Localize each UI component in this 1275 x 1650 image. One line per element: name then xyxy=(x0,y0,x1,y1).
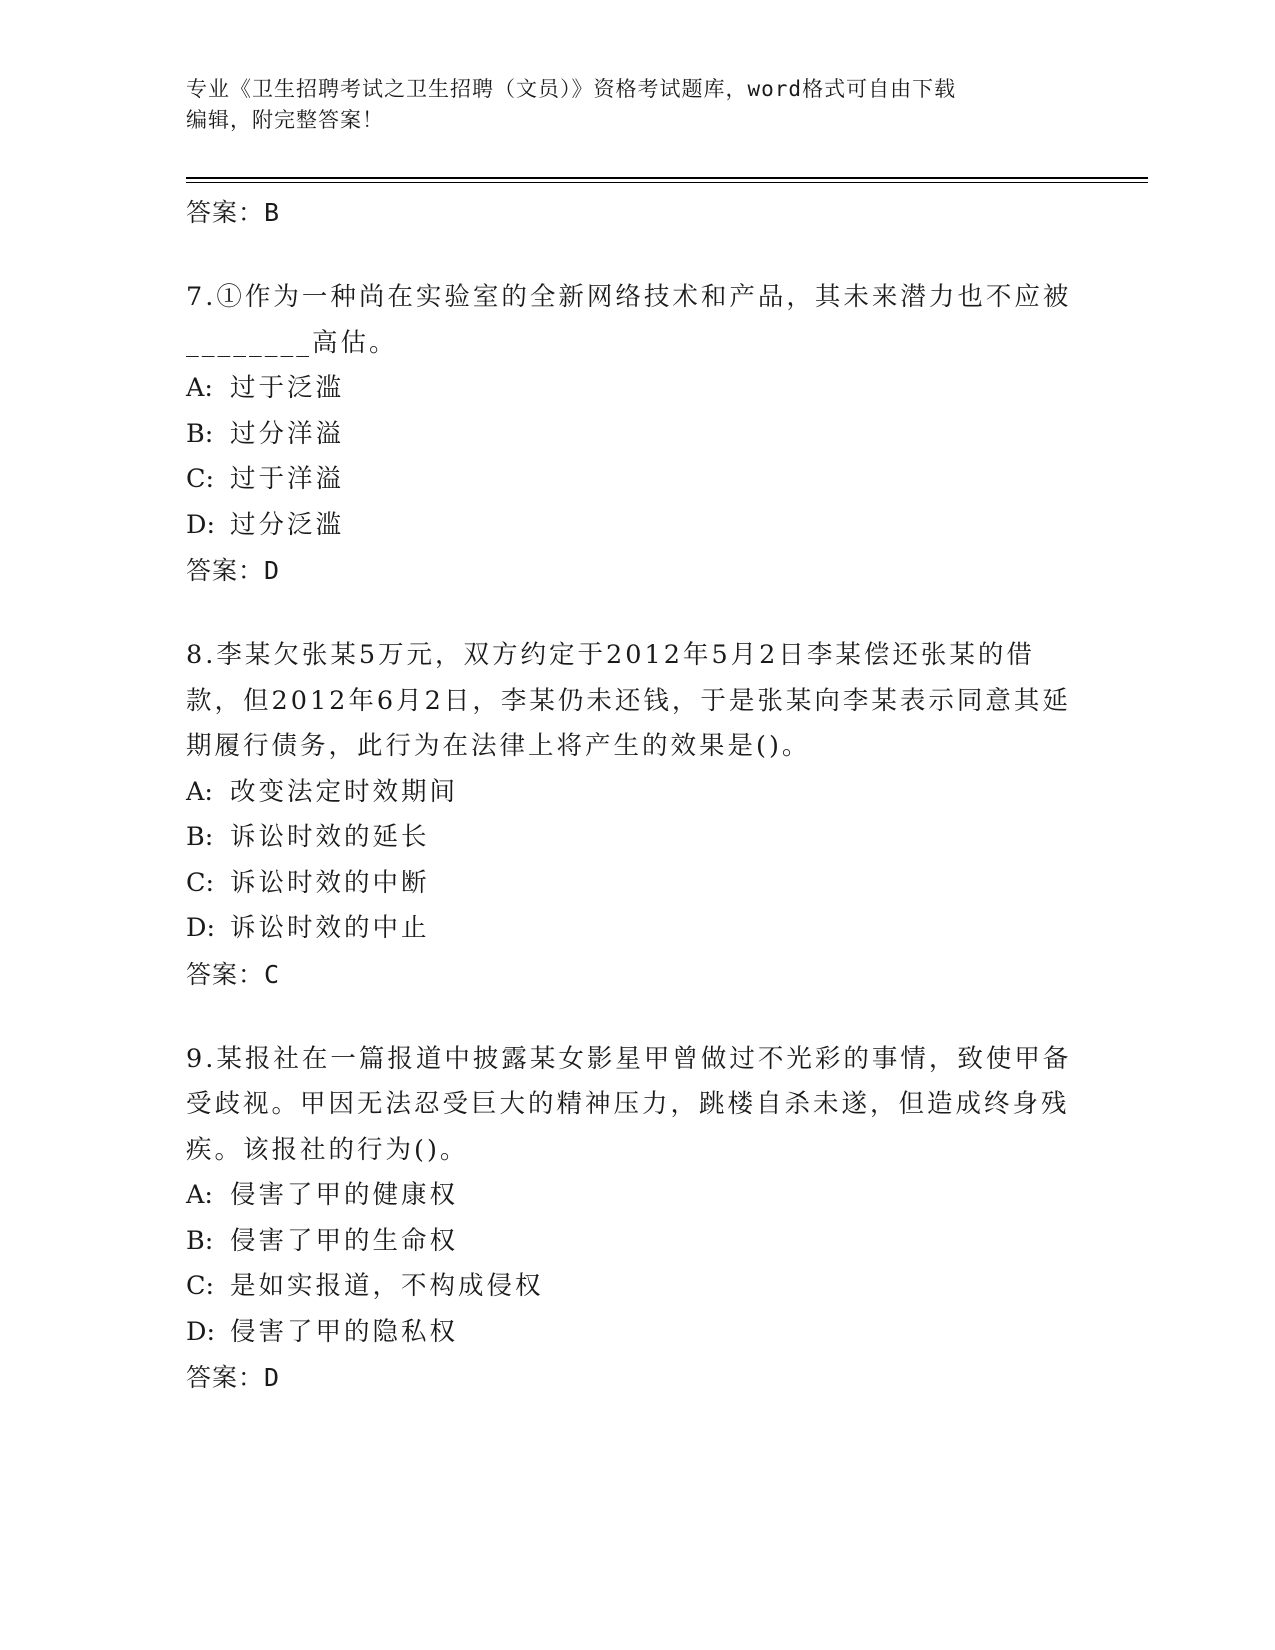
option-d xyxy=(186,503,1086,549)
option-text: 诉讼时效的延长 xyxy=(230,822,430,852)
answer-line: 答案：D xyxy=(186,556,281,585)
option-letter: D: xyxy=(186,913,216,943)
option-letter: C: xyxy=(186,1271,215,1301)
header-line-2: 编辑，附完整答案！ xyxy=(186,108,384,132)
option-d xyxy=(186,1310,1086,1356)
option-letter: C: xyxy=(186,464,215,494)
question-7 xyxy=(186,275,1086,594)
option-letter: C: xyxy=(186,867,215,898)
option-d xyxy=(186,906,1086,952)
option-b xyxy=(186,1219,1086,1265)
header-line-1: 专业《卫生招聘考试之卫生招聘（文员）》资格考试题库，word格式可自由下载 xyxy=(186,77,957,101)
question-8 xyxy=(186,633,1086,998)
option-text: 过于泛滥 xyxy=(230,373,345,403)
header-divider-thick xyxy=(186,177,1148,179)
option-text: 侵害了甲的隐私权 xyxy=(230,1316,459,1347)
option-letter: A: xyxy=(186,1180,214,1210)
option-a xyxy=(186,770,1086,816)
question-text: 9.某报社在一篇报道中披露某女影星甲曾做过不光彩的事情，致使甲备受歧视。甲因无法忍受巨大的精神压力，跳楼自杀未遂，但造成终身残疾。该报社的行为()。 xyxy=(186,1043,1072,1165)
answer-line: 答案：D xyxy=(186,1363,281,1392)
option-c xyxy=(186,861,1086,907)
answer-line: 答案：B xyxy=(186,198,281,227)
option-b xyxy=(186,412,1086,458)
option-text: 侵害了甲的生命权 xyxy=(230,1225,459,1256)
question-text: 7.①作为一种尚在实验室的全新网络技术和产品，其未来潜力也不应被________高估。 xyxy=(186,282,1072,358)
option-letter: D: xyxy=(186,1316,216,1347)
document-body xyxy=(186,186,1086,1401)
option-text: 过分泛滥 xyxy=(230,509,345,540)
option-letter: B: xyxy=(186,418,214,449)
option-letter: D: xyxy=(186,509,216,540)
option-text: 诉讼时效的中断 xyxy=(230,867,430,898)
option-letter: B: xyxy=(186,822,214,852)
option-text: 过分洋溢 xyxy=(230,418,345,449)
answer-line: 答案：C xyxy=(186,959,281,989)
option-text: 是如实报道，不构成侵权 xyxy=(230,1271,544,1301)
document-header xyxy=(186,74,1066,136)
option-c xyxy=(186,457,1086,503)
question-9 xyxy=(186,1037,1086,1402)
option-text: 诉讼时效的中止 xyxy=(230,913,430,943)
option-letter: A: xyxy=(186,373,214,403)
option-a xyxy=(186,366,1086,412)
option-letter: A: xyxy=(186,776,214,807)
option-text: 改变法定时效期间 xyxy=(230,776,459,807)
option-a xyxy=(186,1173,1086,1219)
option-c xyxy=(186,1264,1086,1310)
option-text: 过于洋溢 xyxy=(230,464,345,494)
option-text: 侵害了甲的健康权 xyxy=(230,1180,459,1210)
option-b xyxy=(186,815,1086,861)
option-letter: B: xyxy=(186,1225,214,1256)
header-divider-thin xyxy=(186,182,1148,183)
question-text: 8.李某欠张某5万元，双方约定于2012年5月2日李某偿还张某的借款，但2012年6月2日，李某仍未还钱，于是张某向李某表示同意其延期履行债务，此行为在法律上将产生的效果是()。 xyxy=(186,640,1071,761)
